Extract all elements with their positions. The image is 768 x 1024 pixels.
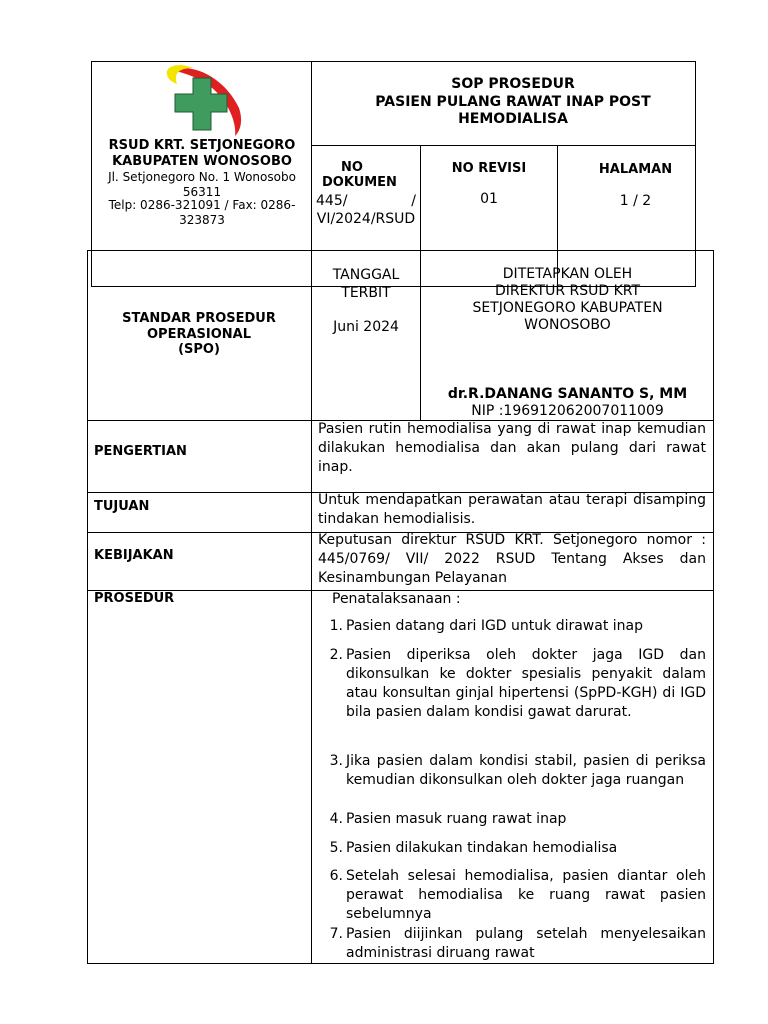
column-divider bbox=[311, 250, 312, 964]
procedure-step bbox=[329, 752, 706, 790]
tujuan-text: Untuk mendapatkan perawatan atau terapi disamping tindakan hemodialisis. bbox=[318, 492, 706, 527]
approved-line-4: WONOSOBO bbox=[524, 317, 611, 333]
step-number: 1. bbox=[329, 618, 343, 634]
procedure-step bbox=[329, 617, 706, 636]
step-text: Pasien dilakukan tindakan hemodialisa bbox=[346, 840, 618, 856]
approved-line-1: DITETAPKAN OLEH bbox=[502, 266, 633, 282]
hospital-cross-logo bbox=[163, 64, 245, 140]
step-text: Jika pasien dalam kondisi stabil, pasien di periksa kemudian dikonsulkan oleh dokter jaga ruangan bbox=[346, 753, 706, 788]
step-number: 2. bbox=[329, 647, 343, 663]
org-name-line-1: RSUD KRT. SETJONEGORO bbox=[108, 138, 296, 153]
procedure-step bbox=[329, 646, 706, 722]
approved-line-3: SETJONEGORO KABUPATEN bbox=[472, 300, 663, 316]
signer-nip: NIP :196912062007011009 bbox=[471, 403, 664, 419]
tujuan-label: TUJUAN bbox=[94, 499, 150, 514]
spo-label-line-2: OPERASIONAL bbox=[146, 327, 251, 342]
procedure-list bbox=[329, 0, 706, 1024]
approved-line-2: DIREKTUR RSUD KRT bbox=[494, 283, 641, 299]
spo-label-line-1: STANDAR PROSEDUR bbox=[122, 311, 276, 326]
issue-date-label-2: TERBIT bbox=[341, 285, 391, 301]
page-value: 1 / 2 bbox=[619, 193, 652, 209]
kebijakan-label: KEBIJAKAN bbox=[94, 548, 174, 563]
revision-value: 01 bbox=[480, 191, 498, 207]
step-text: Pasien datang dari IGD untuk dirawat inap bbox=[346, 618, 644, 634]
doc-number-value: 445/ / VI/2024/RSUD bbox=[316, 193, 416, 227]
doc-title-line-3: HEMODIALISA bbox=[458, 111, 568, 127]
procedure-step bbox=[329, 925, 706, 963]
revision-label: NO REVISI bbox=[451, 161, 527, 176]
doc-number-label: NO DOKUMEN bbox=[322, 160, 397, 190]
page-label: HALAMAN bbox=[598, 162, 673, 177]
issue-date-label-1: TANGGAL bbox=[332, 267, 400, 283]
procedure-step bbox=[329, 810, 706, 829]
step-text: Pasien masuk ruang rawat inap bbox=[346, 811, 567, 827]
pengertian-label: PENGERTIAN bbox=[94, 444, 187, 459]
prosedur-label: PROSEDUR bbox=[94, 591, 175, 606]
step-number: 4. bbox=[329, 811, 343, 827]
step-text: Pasien diperiksa oleh dokter jaga IGD dan dikonsulkan ke dokter spesialis penyakit dalam atau konsultan ginjal hipertensi (SpPD-KGH) di IGD bila pasien dalam kondisi gawat darurat. bbox=[346, 647, 706, 720]
step-number: 6. bbox=[329, 868, 343, 884]
org-address: Jl. Setjonegoro No. 1 Wonosobo 56311 bbox=[108, 170, 296, 199]
spo-label-line-3: (SPO) bbox=[178, 342, 220, 357]
step-number: 5. bbox=[329, 840, 343, 856]
pengertian-text: Pasien rutin hemodialisa yang di rawat inap kemudian dilakukan hemodialisa dan akan pulang dari rawat inap. bbox=[318, 421, 706, 475]
step-text: Pasien diijinkan pulang setelah menyelesaikan administrasi diruang rawat bbox=[346, 926, 706, 961]
issue-date-value: Juni 2024 bbox=[333, 319, 399, 335]
step-text: Setelah selesai hemodialisa, pasien diantar oleh perawat hemodialisa ke ruang rawat pasien sebelumnya bbox=[346, 868, 706, 922]
org-name-line-2: KABUPATEN WONOSOBO bbox=[112, 154, 292, 169]
doc-title-line-1: SOP PROSEDUR bbox=[451, 76, 575, 92]
procedure-step bbox=[329, 867, 706, 924]
step-number: 7. bbox=[329, 926, 343, 942]
procedure-step bbox=[329, 839, 706, 858]
org-phone: Telp: 0286-321091 / Fax: 0286-323873 bbox=[108, 198, 296, 227]
prosedur-intro: Penatalaksanaan : bbox=[332, 591, 461, 607]
kebijakan-text: Keputusan direktur RSUD KRT. Setjonegoro nomor : 445/0769/ VII/ 2022 RSUD Tentang Akses dan Kesinambungan Pelayanan bbox=[318, 532, 706, 586]
doc-title-line-2: PASIEN PULANG RAWAT INAP POST bbox=[375, 94, 651, 110]
signer-name: dr.R.DANANG SANANTO S, MM bbox=[447, 386, 688, 402]
step-number: 3. bbox=[329, 753, 343, 769]
